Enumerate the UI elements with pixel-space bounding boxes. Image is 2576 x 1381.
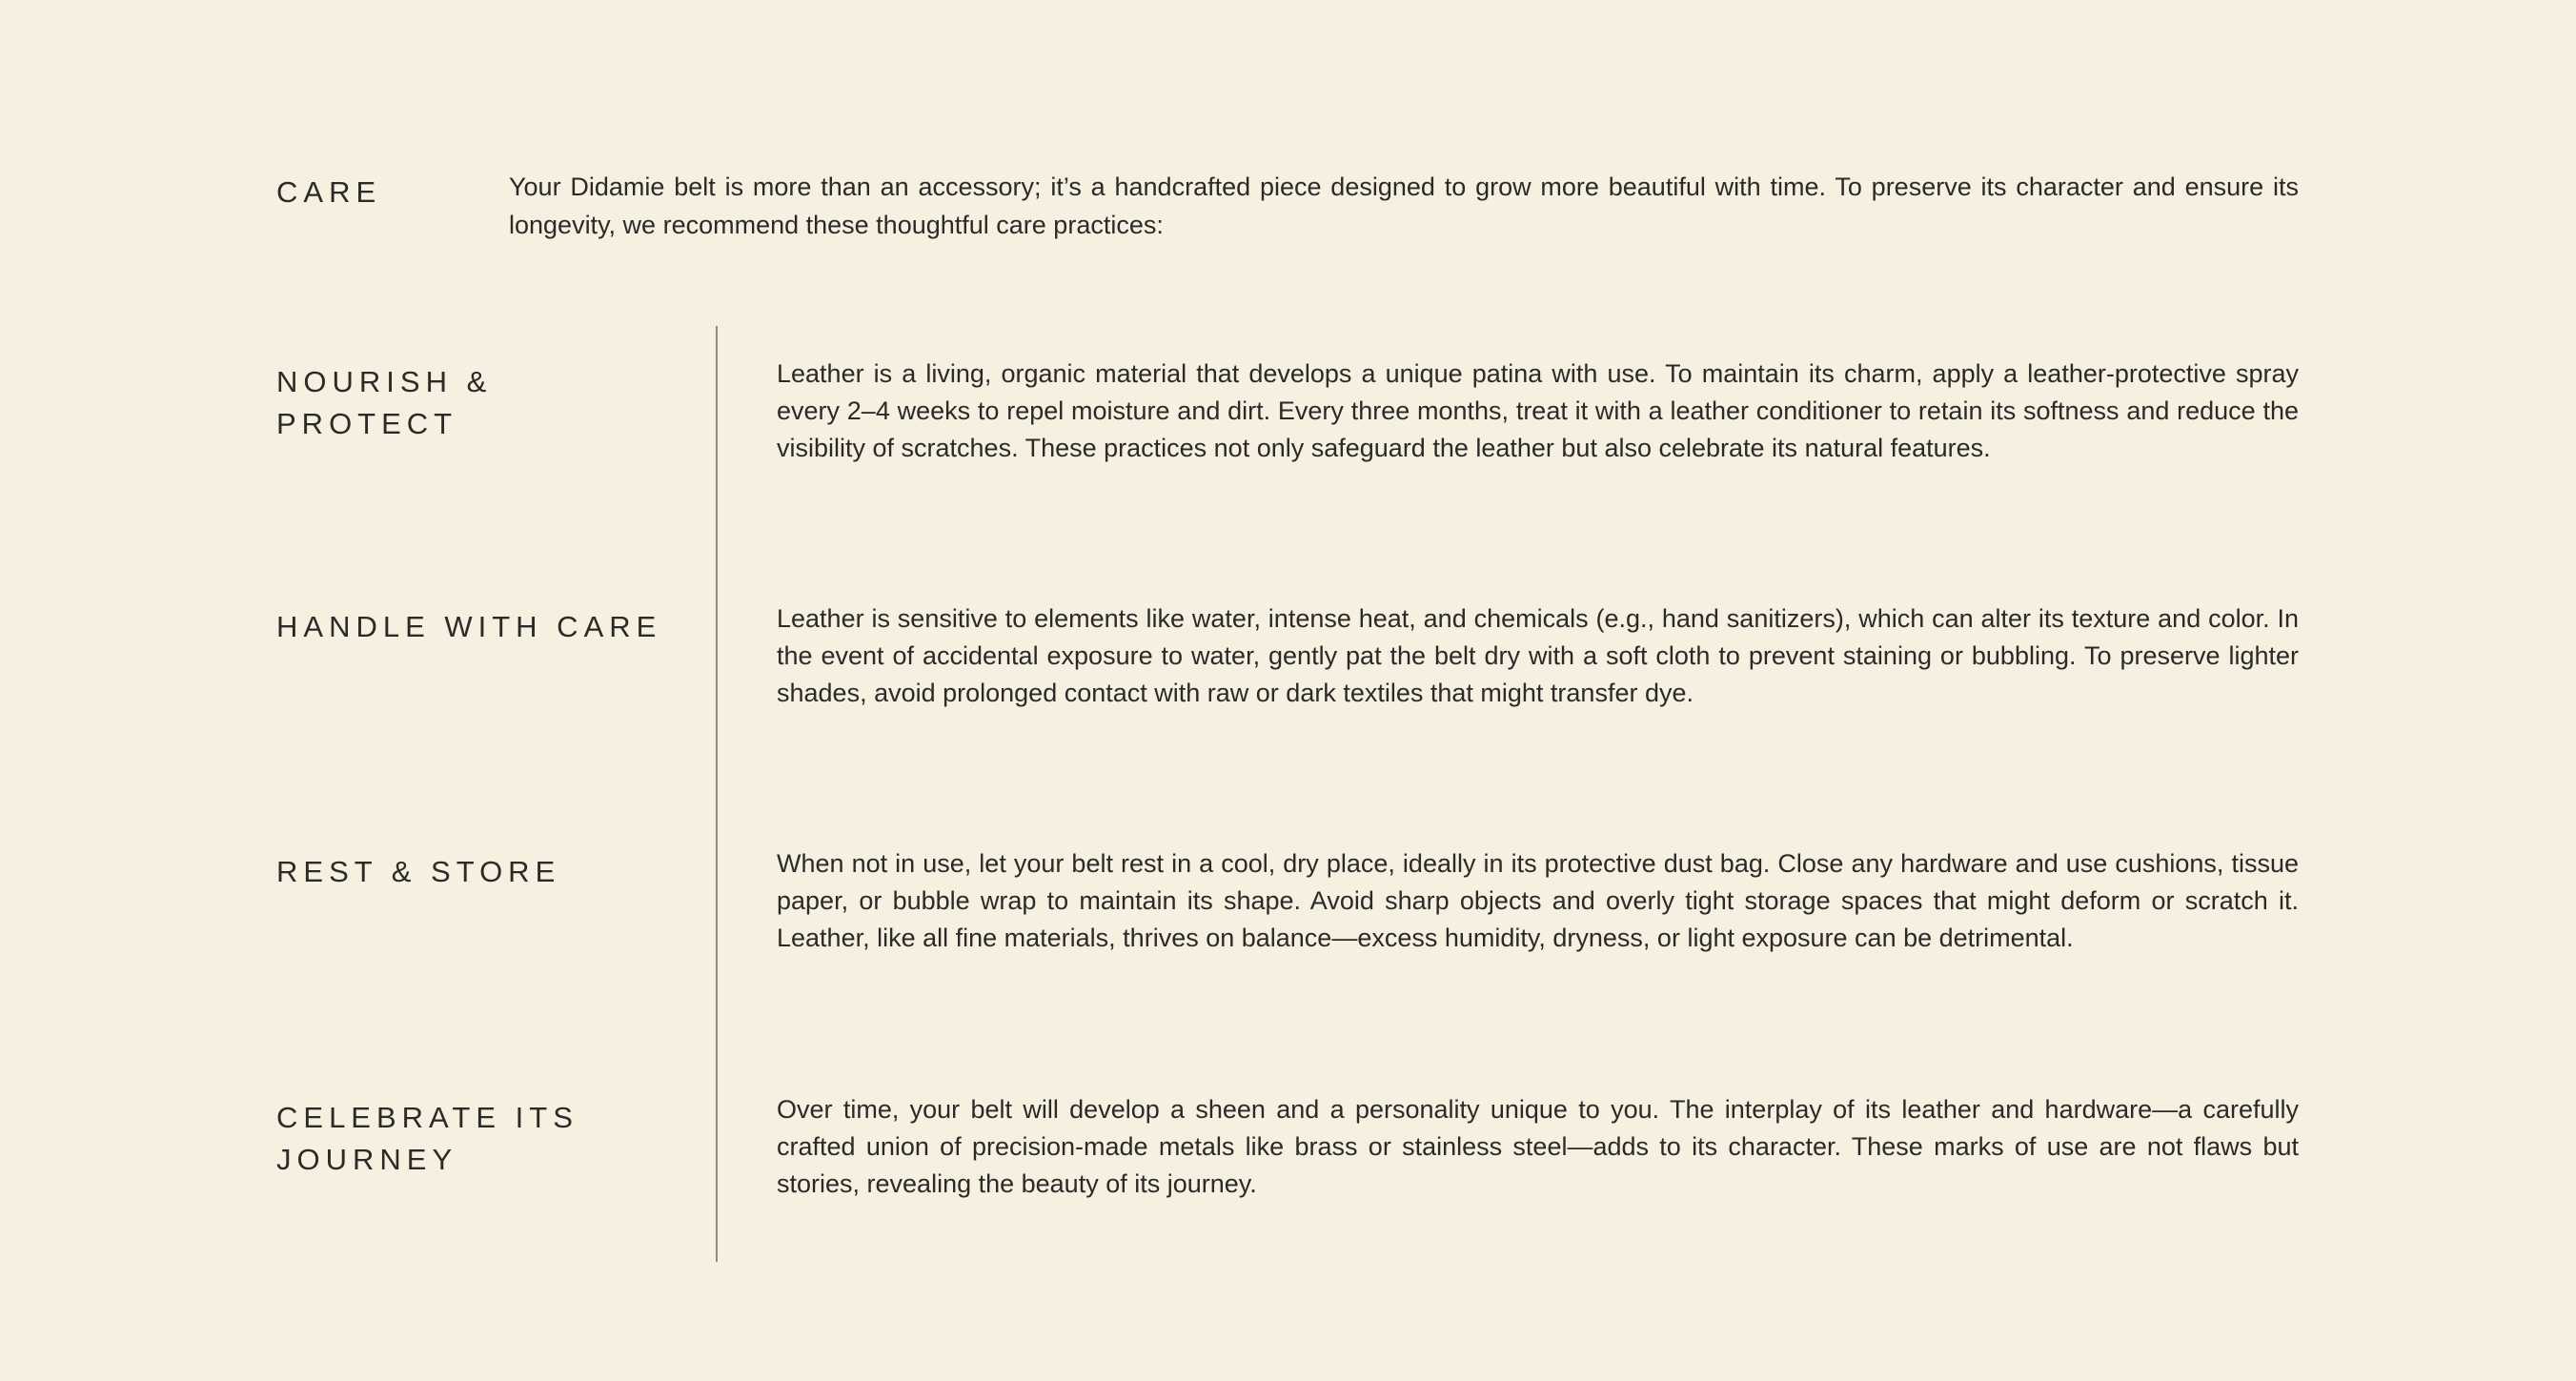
section-heading: HANDLE WITH CARE [276,610,662,643]
section-body: When not in use, let your belt rest in a cool, dry place, ideally in its protective dust bag. Close any hardware and use cushions, tissue paper, or bubble wrap to maintain its shape. Avoid sharp objects and overly tight storage spaces that might deform or scratch it. Leather, like all fine materials, thrives on balance—excess humidity, dryness, or light exposure can be detrimental. [777,849,2299,952]
section-heading: CELEBRATE ITS JOURNEY [276,1101,578,1176]
care-heading: CARE [276,175,382,209]
section-heading: NOURISH & PROTECT [276,365,493,440]
section-body: Leather is sensitive to elements like water, intense heat, and chemicals (e.g., hand sanitizers), which can alter its texture and color. In the event of accidental exposure to water, gently pat the belt dry with a soft cloth to prevent staining or bubbling. To preserve lighter shades, avoid prolonged contact with raw or dark textiles that might transfer dye. [777,604,2299,707]
care-intro-text: Your Didamie belt is more than an accessory; it’s a handcrafted piece designed to grow more beautiful with time. To preserve its character and ensure its longevity, we recommend these thoughtful care practices: [509,173,2299,239]
section-heading: REST & STORE [276,855,561,888]
vertical-divider [716,326,718,1262]
section-body: Leather is a living, organic material that develops a unique patina with use. To maintain its charm, apply a leather-protective spray every 2–4 weeks to repel moisture and dirt. Every three months, treat it with a leather conditioner to retain its softness and reduce the visibility of scratches. These practices not only safeguard the leather but also celebrate its natural features. [777,359,2299,462]
section-body: Over time, your belt will develop a sheen and a personality unique to you. The interplay of its leather and hardware—a carefully crafted union of precision-made metals like brass or stainless steel—adds to its character. These marks of use are not flaws but stories, revealing the beauty of its journey. [777,1095,2299,1198]
